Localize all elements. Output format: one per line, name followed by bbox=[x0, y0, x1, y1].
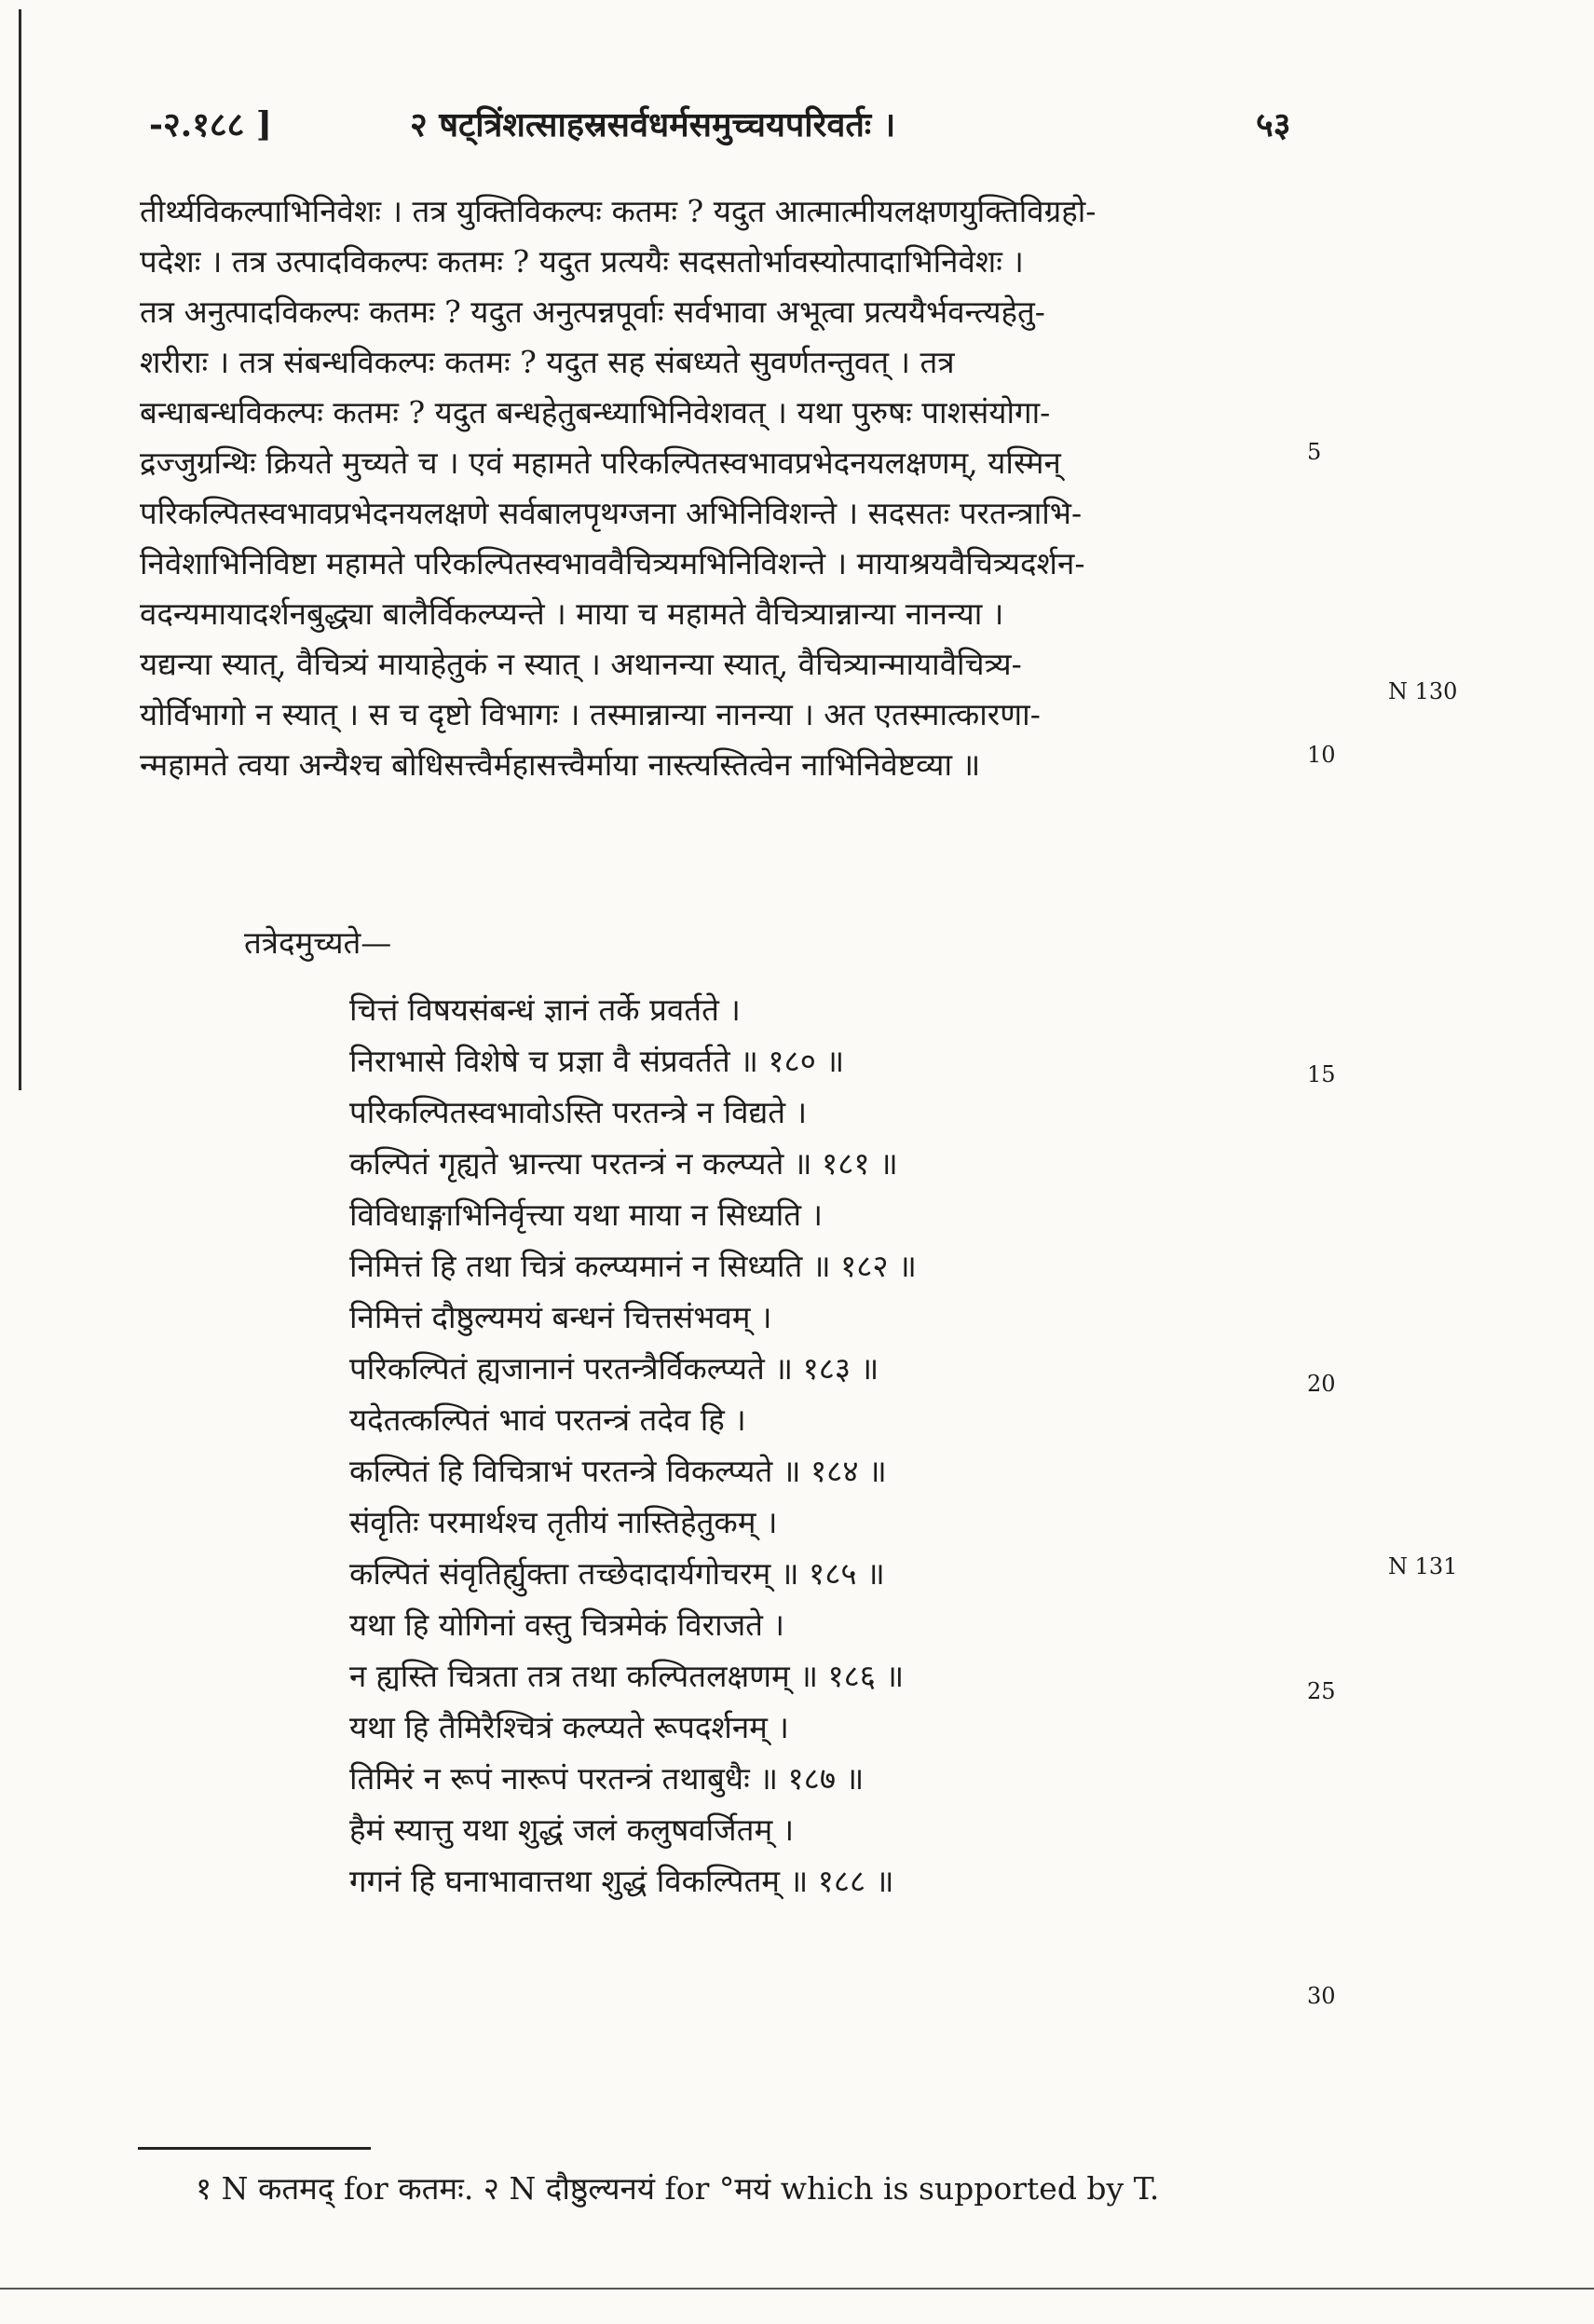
page-number: ५३ bbox=[1256, 105, 1291, 144]
line-number: 15 bbox=[1307, 1061, 1336, 1087]
verse-line: गगनं हि घनाभावात्तथा शुद्धं विकल्पितम् ॥ १८८ ॥ bbox=[349, 1863, 894, 1899]
verse-line: निराभासे विशेषे च प्रज्ञा वै संप्रवर्तते ॥ १८० ॥ bbox=[349, 1043, 845, 1079]
line-number: 10 bbox=[1307, 742, 1336, 768]
verse-line: हैमं स्यात्तु यथा शुद्धं जलं कलुषवर्जितम् । bbox=[349, 1811, 795, 1848]
left-margin-rule bbox=[19, 9, 21, 1090]
chapter-title: २ षट्त्रिंशत्साहस्रसर्वधर्मसमुच्चयपरिवर्तः । bbox=[410, 105, 896, 144]
side-note: N 130 bbox=[1388, 678, 1458, 704]
verse-block bbox=[349, 984, 1281, 1907]
prose-line: बन्धाबन्धविकल्पः कतमः ? यदुत बन्धहेतुबन्ध्याभिनिवेशवत् । यथा पुरुषः पाशसंयोगा- bbox=[140, 394, 1051, 431]
verse-line: तिमिरं न रूपं नारूपं परतन्त्रं तथाबुधैः ॥ १८७ ॥ bbox=[349, 1760, 865, 1797]
side-note: N 131 bbox=[1388, 1553, 1458, 1579]
prose-line: पदेशः । तत्र उत्पादविकल्पः कतमः ? यदुत प्रत्ययैः सदसतोर्भावस्योत्पादाभिनिवेशः । bbox=[140, 243, 1024, 280]
verse-line: निमित्तं हि तथा चित्रं कल्प्यमानं न सिध्यति ॥ १८२ ॥ bbox=[349, 1248, 917, 1284]
line-number: 5 bbox=[1307, 439, 1322, 465]
line-number: 30 bbox=[1307, 1983, 1336, 2009]
prose-line: तीर्थ्यविकल्पाभिनिवेशः । तत्र युक्तिविकल्पः कतमः ? यदुत आत्मात्मीयलक्षणयुक्तिविग्रहो- bbox=[140, 193, 1097, 229]
verse-line: विविधाङ्गाभिनिर्वृत्त्या यथा माया न सिध्यति । bbox=[349, 1196, 824, 1233]
prose-line: न्महामते त्वया अन्यैश्च बोधिसत्त्वैर्महासत्त्वैर्माया नास्त्यस्तित्वेन नाभिनिवेष्टव्या ॥ bbox=[140, 746, 981, 783]
verse-line: संवृतिः परमार्थश्च तृतीयं नास्तिहेतुकम् । bbox=[349, 1504, 778, 1540]
verse-line: निमित्तं दौष्ठुल्यमयं बन्धनं चित्तसंभवम् । bbox=[349, 1299, 772, 1335]
footnote-rule bbox=[138, 2147, 371, 2150]
verse-line: न ह्यस्ति चित्रता तत्र तथा कल्पितलक्षणम् ॥ १८६ ॥ bbox=[349, 1658, 905, 1694]
footnote: १ N कतमद् for कतमः. २ N दौष्ठुल्यनयं for °मयं which is supported by T. bbox=[196, 2170, 1160, 2207]
verse-line: यदेतत्कल्पितं भावं परतन्त्रं तदेव हि । bbox=[349, 1401, 746, 1438]
verse-line: चित्तं विषयसंबन्धं ज्ञानं तर्के प्रवर्तते । bbox=[349, 991, 741, 1028]
prose-line: निवेशाभिनिविष्टा महामते परिकल्पितस्वभाववैचित्र्यमभिनिविशन्ते । मायाश्रयवैचित्र्यदर्शन- bbox=[140, 545, 1085, 581]
verse-line: परिकल्पितं ह्यजानानं परतन्त्रैर्विकल्प्यते ॥ १८३ ॥ bbox=[349, 1350, 879, 1387]
line-number: 25 bbox=[1307, 1678, 1336, 1704]
page-header bbox=[0, 101, 1594, 157]
verse-line: परिकल्पितस्वभावोऽस्ति परतन्त्रे न विद्यते । bbox=[349, 1094, 808, 1130]
bottom-edge-rule bbox=[0, 2288, 1594, 2290]
prose-line: योर्विभागो न स्यात् । स च दृष्टो विभागः । तस्मान्नान्या नानन्या । अत एतस्मात्कारणा- bbox=[140, 696, 1041, 732]
prose-line: द्रज्जुग्रन्थिः क्रियते मुच्यते च । एवं महामते परिकल्पितस्वभावप्रभेदनयलक्षणम्, यस्मिन् bbox=[140, 444, 1061, 481]
verse-line: यथा हि तैमिरैश्चित्रं कल्प्यते रूपदर्शनम् । bbox=[349, 1709, 789, 1745]
verse-line: कल्पितं संवृतिर्ह्युक्ता तच्छेदादार्यगोचरम् ॥ १८५ ॥ bbox=[349, 1555, 885, 1592]
line-number: 20 bbox=[1307, 1371, 1336, 1397]
prose-block bbox=[140, 186, 1314, 790]
section-ref: -२.१८८ ] bbox=[149, 105, 272, 144]
prose-line: शरीराः । तत्र संबन्धविकल्पः कतमः ? यदुत सह संबध्यते सुवर्णतन्तुवत् । तत्र bbox=[140, 344, 955, 380]
prose-line: तत्र अनुत्पादविकल्पः कतमः ? यदुत अनुत्पन्नपूर्वाः सर्वभावा अभूत्वा प्रत्ययैर्भवन्त्यहेतु- bbox=[140, 294, 1045, 330]
verse-line: यथा हि योगिनां वस्तु चित्रमेकं विराजते । bbox=[349, 1606, 784, 1643]
prose-line: वदन्यमायादर्शनबुद्ध्या बालैर्विकल्प्यन्ते । माया च महामते वैचित्र्यान्नान्या नानन्या । bbox=[140, 595, 1004, 632]
verse-line: कल्पितं गृह्यते भ्रान्त्या परतन्त्रं न कल्प्यते ॥ १८१ ॥ bbox=[349, 1145, 898, 1182]
prose-line: परिकल्पितस्वभावप्रभेदनयलक्षणे सर्वबालपृथग्जना अभिनिविशन्ते । सदसतः परतन्त्राभि- bbox=[140, 495, 1083, 531]
verse-line: कल्पितं हि विचित्राभं परतन्त्रे विकल्प्यते ॥ १८४ ॥ bbox=[349, 1453, 887, 1489]
prose-line: यद्यन्या स्यात्, वैचित्र्यं मायाहेतुकं न स्यात् । अथानन्या स्यात्, वैचित्र्यान्मायावैचित्र्य- bbox=[140, 646, 1022, 682]
verse-intro: तत्रेदमुच्यते— bbox=[244, 924, 392, 961]
